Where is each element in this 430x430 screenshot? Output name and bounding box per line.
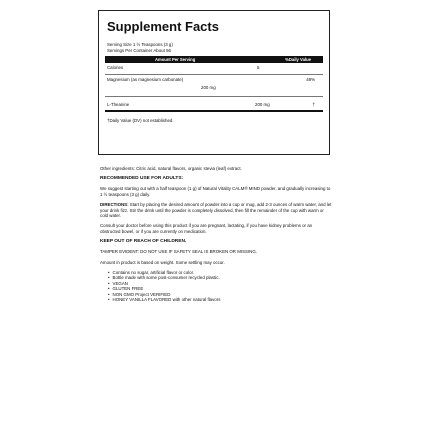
recommended-use-heading: RECOMMENDED USE FOR ADULTS:: [100, 176, 184, 182]
bullet-icon: •: [108, 270, 110, 276]
list-item-text: HONEY VANILLA FLAVORED with other natural flavors: [112, 297, 221, 303]
bullet-icon: •: [108, 291, 110, 297]
facts-row-theanine: [105, 100, 323, 112]
bullet-icon: •: [108, 280, 110, 286]
recommended-use-text: We suggest starting out with a half teaspoon (1 g) of Natural Vitality CALM® MIND powder, and gradually increasing to 1 ½ teaspoons (3 g) daily.: [100, 186, 331, 197]
other-ingredients: Other ingredients: Citric acid, natural flavors, organic stevia (leaf) extract.: [100, 166, 242, 171]
daily-value-header: %Daily Value: [285, 57, 311, 63]
row-name: Calories: [107, 65, 124, 71]
list-item-text: Bottle made with some post-consumer recycled plastic.: [112, 275, 220, 281]
bullet-icon: •: [108, 286, 110, 292]
tamper-warning: TAMPER EVIDENT: DO NOT USE IF SAFETY SEAL IS BROKEN OR MISSING.: [100, 249, 257, 255]
consult-warning: Consult your doctor before using this product if you are pregnant, lactating, if you have kidney problems or an obstructed bowel, or if you are currently on medication.: [100, 223, 313, 234]
list-item-text: Contains no sugar, artificial flavor or color.: [112, 270, 195, 276]
list-item-text: GLUTEN FREE: [112, 286, 144, 292]
keep-out-warning: KEEP OUT OF REACH OF CHILDREN.: [100, 239, 187, 245]
row-percent: 48%: [306, 77, 315, 83]
directions-label: DIRECTIONS:: [100, 202, 129, 208]
supplement-facts-panel: [98, 10, 330, 155]
row-value: 5: [257, 65, 260, 71]
directions: [100, 202, 332, 218]
daily-value-footnote: †Daily Value (DV) not established.: [107, 118, 174, 124]
list-item: [108, 297, 332, 302]
directions-text: Start by placing the desired amount of powder into a cup or mug, add 2-3 ounces of warm water, and let your drink fizz. Stir the drink until the powder is completely dissolved, then fill the remainder of the cup with warm or cold water.: [100, 202, 332, 219]
servings-per-container: Servings Per Container About 56: [107, 47, 171, 53]
amount-per-serving-header: Amount Per Serving: [155, 57, 196, 63]
bullet-icon: •: [108, 275, 110, 281]
bullet-icon: •: [108, 297, 110, 303]
row-name: Magnesium (as magnesium carbonate): [107, 77, 184, 83]
facts-row-calories: [105, 63, 323, 75]
row-value: 200 mg: [201, 85, 216, 91]
row-value: 200 mg: [255, 102, 270, 108]
row-percent: †: [312, 102, 315, 108]
facts-row-magnesium: [105, 75, 323, 97]
facts-header-bar: [105, 56, 323, 63]
list-item-text: NON GMO Project VERIFIED: [112, 291, 171, 297]
list-item-text: VEGAN: [112, 280, 128, 286]
supplement-facts-title: Supplement Facts: [107, 19, 219, 34]
amount-note: Amount in product is based on weight. Some settling may occur.: [100, 259, 225, 265]
row-name: L-Theanine: [107, 102, 130, 108]
feature-list: [100, 270, 332, 302]
serving-size: Serving Size 1 ½ Teaspoons (3 g): [107, 42, 173, 47]
label-body: [100, 166, 332, 303]
